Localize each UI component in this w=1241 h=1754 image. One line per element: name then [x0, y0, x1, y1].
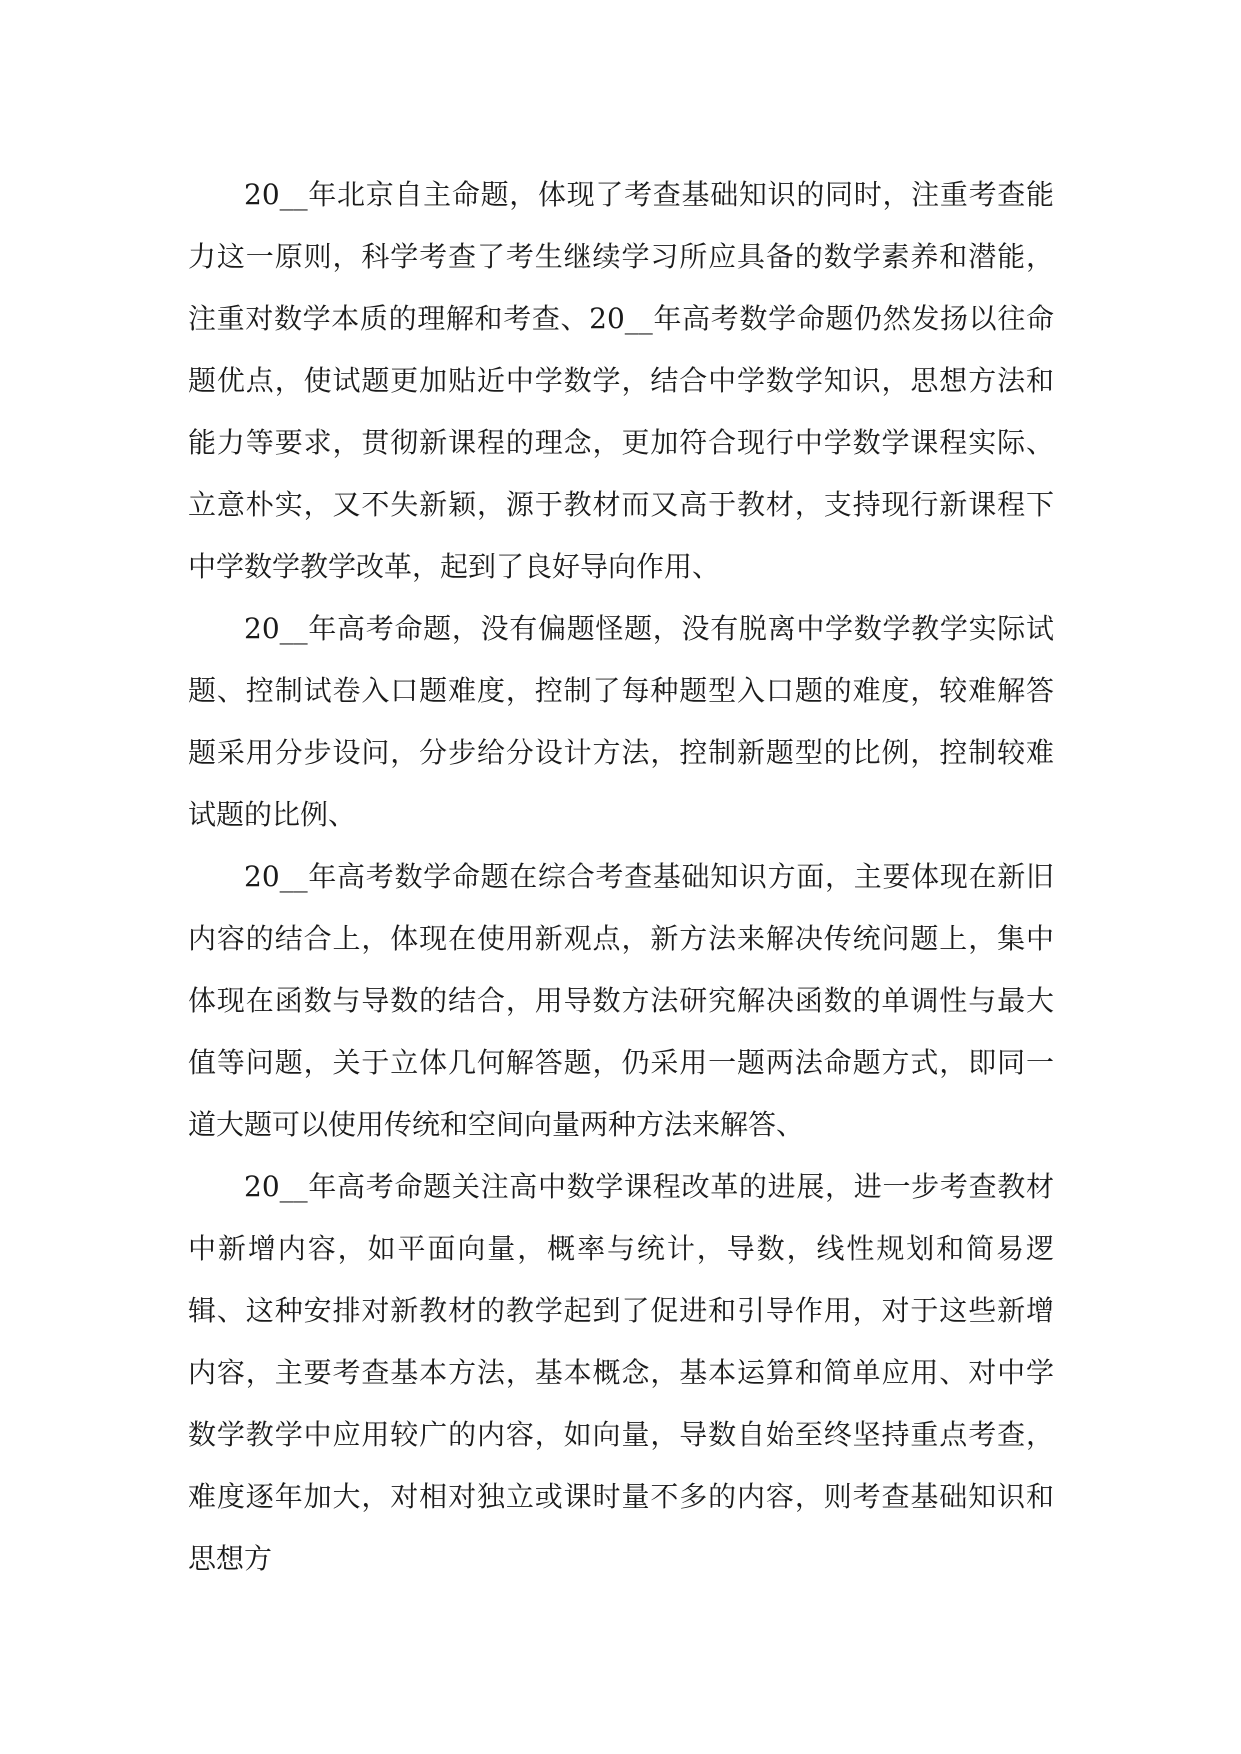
- body-text: [188, 164, 1054, 1590]
- paragraph-3: 20__年高考数学命题在综合考查基础知识方面，主要体现在新旧内容的结合上，体现在使用新观点，新方法来解决传统问题上，集中体现在函数与导数的结合，用导数方法研究解决函数的单调性与最大值等问题，关于立体几何解答题，仍采用一题两法命题方式，即同一道大题可以使用传统和空间向量两种方法来解答、: [188, 860, 1054, 1141]
- paragraph-2: 20__年高考命题，没有偏题怪题，没有脱离中学数学教学实际试题、控制试卷入口题难度，控制了每种题型入口题的难度，较难解答题采用分步设问，分步给分设计方法，控制新题型的比例，控制较难试题的比例、: [188, 612, 1054, 831]
- paragraph-1: 20__年北京自主命题，体现了考查基础知识的同时，注重考查能力这一原则，科学考查了考生继续学习所应具备的数学素养和潜能，注重对数学本质的理解和考查、20__年高考数学命题仍然发扬以往命题优点，使试题更加贴近中学数学，结合中学数学知识，思想方法和能力等要求，贯彻新课程的理念，更加符合现行中学数学课程实际、立意朴实，又不失新颖，源于教材而又高于教材，支持现行新课程下中学数学教学改革，起到了良好导向作用、: [188, 178, 1054, 583]
- paragraph-4: 20__年高考命题关注高中数学课程改革的进展，进一步考查教材中新增内容，如平面向量，概率与统计，导数，线性规划和简易逻辑、这种安排对新教材的教学起到了促进和引导作用，对于这些新增内容，主要考查基本方法，基本概念，基本运算和简单应用、对中学数学教学中应用较广的内容，如向量，导数自始至终坚持重点考查，难度逐年加大，对相对独立或课时量不多的内容，则考查基础知识和思想方: [188, 1170, 1054, 1575]
